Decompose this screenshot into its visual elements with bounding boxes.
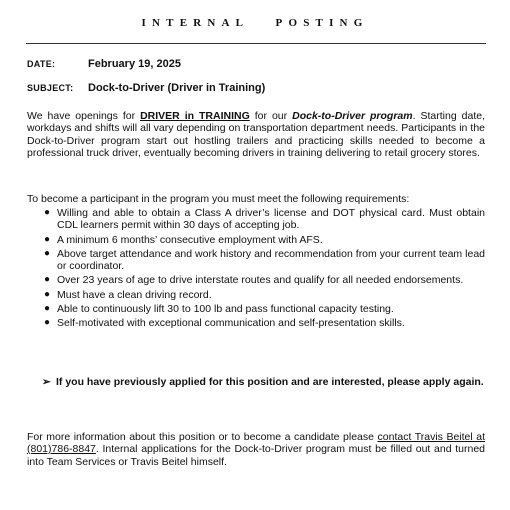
bullet-icon: ● [44, 247, 51, 259]
contact-rest: . Internal applications for the Dock-to-Driver program must be filled out and turned into Team Services or Travis Beitel himself. [27, 443, 485, 468]
list-item [27, 289, 485, 301]
list-item-text: Above target attendance and work history and recommendation from your current team lead or coordinator. [57, 247, 485, 273]
reapply-callout [42, 376, 485, 388]
requirements-intro: To become a participant in the program you must meet the following requirements: [27, 193, 410, 205]
date-value: February 19, 2025 [88, 58, 181, 70]
list-item [27, 303, 485, 315]
subject-value: Dock-to-Driver (Driver in Training) [88, 82, 266, 94]
bullet-icon: ● [44, 207, 51, 218]
header-divider [26, 43, 486, 44]
program-name: Dock-to-Driver program [292, 110, 413, 122]
bullet-icon: ● [44, 317, 51, 329]
date-label: DATE: [27, 59, 56, 69]
bullet-icon: ● [44, 233, 51, 245]
contact-lead: For more information about this position or to become a candidate please [27, 431, 378, 443]
requirements-list [27, 207, 485, 332]
list-item-text: Must have a clean driving record. [57, 288, 212, 301]
list-item-text: Self-motivated with exceptional communication and self-presentation skills. [57, 317, 405, 330]
page-title: INTERNAL POSTING [141, 17, 369, 29]
date-field [27, 58, 181, 70]
list-item [27, 248, 485, 273]
intro-rest: . Starting date, workdays and shifts will all vary depending on transportation department needs. Participants in the Dock-to-Driver program start out hostling trailers and practicing skills needed to become a professional truck driver, eventually becoming drivers in training delivering to retail grocery stores. [27, 110, 485, 159]
contact-paragraph [27, 431, 485, 468]
list-item-text: Willing and able to obtain a Class A driver’s license and DOT physical card. Must obtain CDL learners permit within 30 days of accepting job. [57, 207, 485, 232]
arrow-icon: ➢ [42, 376, 51, 388]
position-highlight: DRIVER in TRAINING [140, 110, 250, 122]
list-item-text: A minimum 6 months’ consecutive employment with AFS. [57, 233, 323, 246]
bullet-icon: ● [44, 274, 51, 286]
list-item [27, 317, 485, 329]
list-item [27, 207, 485, 232]
list-item-text: Able to continuously lift 30 to 100 lb and pass functional capacity testing. [57, 303, 394, 316]
list-item [27, 234, 485, 246]
list-item [27, 274, 485, 286]
intro-mid: for our [249, 110, 293, 122]
contact-link[interactable]: contact Travis Beitel at (801)786-8847 [27, 431, 485, 456]
callout-text: If you have previously applied for this position and are interested, please apply again. [56, 376, 484, 388]
list-item-text: Over 23 years of age to drive interstate routes and qualify for all needed endorsements. [57, 274, 464, 287]
intro-lead: We have openings for [27, 110, 141, 122]
intro-paragraph [27, 110, 485, 159]
subject-label: SUBJECT: [27, 83, 74, 93]
subject-field [27, 82, 265, 94]
bullet-icon: ● [44, 303, 51, 315]
bullet-icon: ● [44, 288, 51, 300]
